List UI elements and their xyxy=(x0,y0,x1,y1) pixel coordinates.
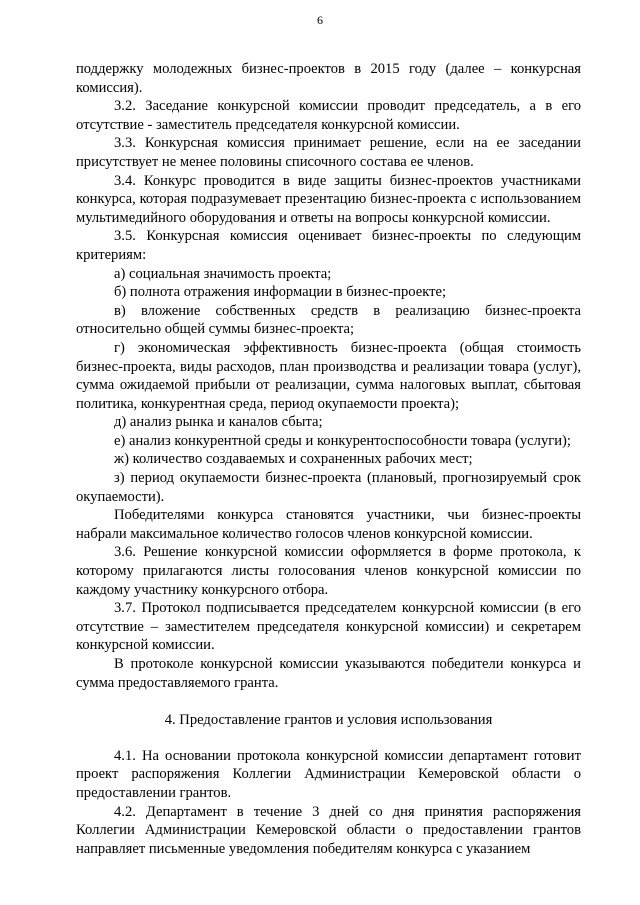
section-heading: 4. Предоставление грантов и условия использования xyxy=(164,712,493,729)
document-body xyxy=(76,60,581,858)
criterion-z: з) период окупаемости бизнес-проекта (плановый, прогнозируемый срок окупаемости). xyxy=(76,470,581,505)
paragraph-4-2: 4.2. Департамент в течение 3 дней со дня принятия распоряжения Коллегии Администрации Кемеровской области о предоставлении грантов направляет письменные уведомления победителям конкурса с указанием xyxy=(76,803,581,857)
paragraph-3-3: 3.3. Конкурсная комиссия принимает решение, если на ее заседании присутствует не менее половины списочного состава ее членов. xyxy=(76,135,581,170)
criterion-a: а) социальная значимость проекта; xyxy=(114,265,332,282)
criterion-d: д) анализ рынка и каналов сбыта; xyxy=(114,414,323,431)
paragraph-winners: Победителями конкурса становятся участники, чьи бизнес-проекты набрали максимальное количество голосов членов конкурсной комиссии. xyxy=(76,507,581,542)
paragraph-3-4: 3.4. Конкурс проводится в виде защиты бизнес-проектов участниками конкурса, которая подразумевает презентацию бизнес-проекта с использованием мультимедийного оборудования и ответы на вопросы конкурсной комиссии. xyxy=(76,172,581,226)
paragraph-3-2: 3.2. Заседание конкурсной комиссии проводит председатель, а в его отсутствие - заместитель председателя конкурсной комиссии. xyxy=(76,98,581,133)
paragraph-3-6: 3.6. Решение конкурсной комиссии оформляется в форме протокола, к которому прилагаются листы голосования членов конкурсной комиссии по каждому участнику конкурсного отбора. xyxy=(76,544,581,598)
paragraph-3-7: 3.7. Протокол подписывается председателем конкурсной комиссии (в его отсутствие – заместителем председателя конкурсной комиссии) и секретарем конкурсной комиссии. xyxy=(76,600,581,654)
page-number: 6 xyxy=(317,13,323,27)
criterion-e: е) анализ конкурентной среды и конкурентоспособности товара (услуги); xyxy=(114,432,571,449)
paragraph-protocol-contents: В протоколе конкурсной комиссии указываются победители конкурса и сумма предоставляемого гранта. xyxy=(76,656,581,691)
criterion-v: в) вложение собственных средств в реализацию бизнес-проекта относительно общей суммы бизнес-проекта; xyxy=(76,302,581,338)
criterion-g: г) экономическая эффективность бизнес-проекта (общая стоимость бизнес-проекта, виды расходов, план производства и реализации товара (услуг), сумма ожидаемой прибыли от реализации, сумма налоговых выплат, сбытовая политика, конкурентная среда, период окупаемости проекта); xyxy=(76,339,581,412)
criterion-zh: ж) количество создаваемых и сохраненных рабочих мест; xyxy=(114,451,473,468)
paragraph-3-5: 3.5. Конкурсная комиссия оценивает бизнес-проекты по следующим критериям: xyxy=(76,228,581,263)
criterion-b: б) полнота отражения информации в бизнес-проекте; xyxy=(114,284,447,301)
paragraph-4-1: 4.1. На основании протокола конкурсной комиссии департамент готовит проект распоряжения Коллегии Администрации Кемеровской области о предоставлении грантов. xyxy=(76,747,581,801)
paragraph-continuation: поддержку молодежных бизнес-проектов в 2015 году (далее – конкурсная комиссия). xyxy=(76,61,581,96)
